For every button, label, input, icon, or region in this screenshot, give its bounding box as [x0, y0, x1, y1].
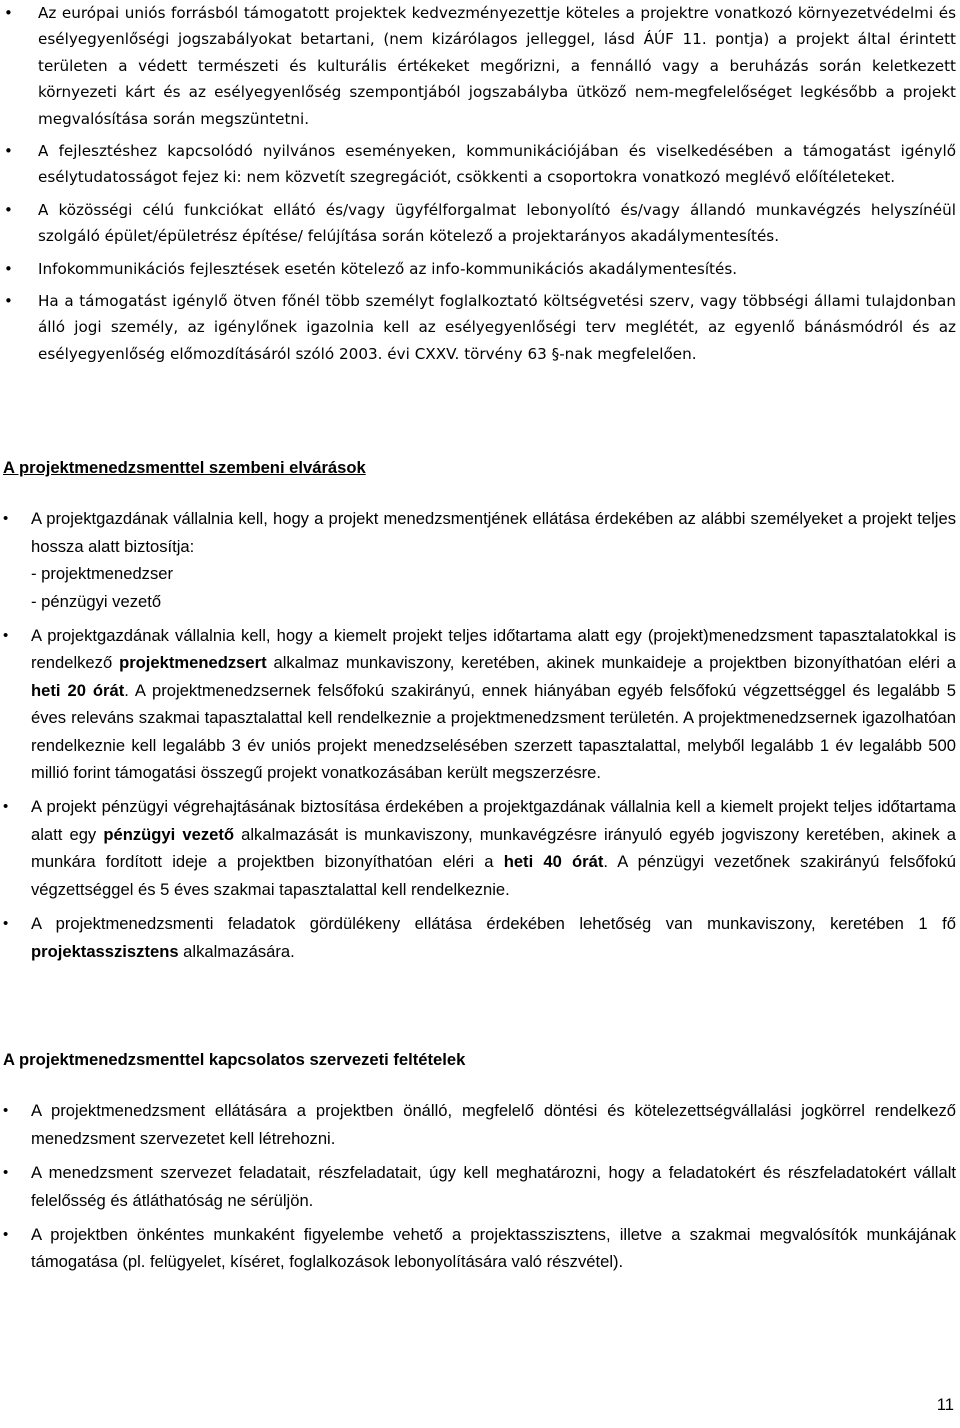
bullet-icon: • [3, 798, 9, 816]
list-item [0, 910, 960, 965]
list-item-text: Ha a támogatást igénylő ötven főnél több személyt foglalkoztató költségvetési szerv, vagy többségi állami tulajdonban álló jogi személy, az igénylőnek igazolnia kell az esélyegyenlőségi terv meglétét, az egyenlő bánásmódról és az esélyegyenlőség előmozdításáról szóló 2003. évi CXXV. törvény 63 §-nak megfelelően. [38, 292, 956, 363]
text-run: . A pénzügyi vezetőnek szakirányú felsőfokú végzettséggel és 5 éves szakmai tapasztalattal kell rendelkeznie. [31, 852, 957, 899]
list-item-text: A fejlesztéshez kapcsolódó nyilvános eseményeken, kommunikációjában és viselkedésében a támogatást igénylő esélytudatosságot fejez ki: nem közvetít szegregációt, csökkenti a csoportokra vonatkozó meglévő előítéleteket. [38, 142, 956, 187]
list-item-text: Az európai uniós forrásból támogatott projektek kedvezményezettje köteles a projektre vonatkozó környezetvédelmi és esélyegyenlőségi jogszabályokat betartani, (nem kizárólagos jelleggel, lásd ÁÚF 11. pontja) a projekt által érintett területen a védett természeti és kulturális értékeket megőrizni, a fennálló vagy a beruházás során keletkezett környezeti kárt és az esélyegyenlőség szempontjából jogszabályba ütköző nem-megfelelőséget legkésőbb a projekt megvalósítása során megszüntetni. [38, 4, 956, 128]
list-item-text: A menedzsment szervezet feladatait, részfeladatait, úgy kell meghatározni, hogy a feladatokért és részfeladatokért vállalt felelősség és átláthatóság ne sérüljön. [31, 1163, 956, 1210]
bullet-icon: • [3, 1164, 9, 1182]
text-run: alkalmaz munkaviszony, keretében, akinek munkaideje a projektben bizonyíthatóan eléri a [266, 653, 956, 673]
list-item [0, 505, 960, 615]
list-item [0, 622, 960, 786]
bullet-icon: • [4, 200, 13, 219]
list-item-text: A projektmenedzsment ellátására a projektben önálló, megfelelő döntési és kötelezettségvállalási jogkörrel rendelkező menedzsment szervezetet kell létrehozni. [31, 1101, 956, 1148]
bullet-list [0, 505, 960, 965]
list-item-text: A közösségi célú funkciókat ellátó és/vagy ügyfélforgalmat lebonyolító és/vagy állandó munkavégzés helyszínéül szolgáló épület/épületrész építése/ felújítása során kötelező a projektarányos akadálymentesítés. [38, 200, 956, 246]
text-run: . A projektmenedzsernek felsőfokú szakirányú, ennek hiányában egyéb felsőfokú végzettséggel és legalább 5 éves releváns szakmai tapasztalattal kell rendelkeznie a projektmenedzsment területén. A projektmenedzsernek igazolhatóan rendelkeznie kell legalább 3 év uniós projekt menedzselésében szerzett tapasztalattal, melyből legalább 1 év legalább 500 millió forint támogatási összegű projekt vonatkozásában került megszerzésre. [31, 680, 956, 783]
list-item [0, 256, 960, 282]
text-run: alkalmazására. [178, 941, 295, 961]
bullet-icon: • [3, 1226, 9, 1244]
list-item [0, 1097, 960, 1152]
section-heading: A projektmenedzsmenttel kapcsolatos szervezeti feltételek [3, 1050, 466, 1069]
bold-term: projektasszisztens [31, 941, 179, 961]
list-item-text: Infokommunikációs fejlesztések esetén kötelező az info-kommunikációs akadálymentesítés. [38, 259, 738, 278]
bullet-icon: • [4, 4, 13, 22]
list-item [0, 1159, 960, 1214]
bullet-icon: • [3, 627, 9, 645]
organizational-conditions-section [0, 1046, 960, 1283]
page-number: 11 [936, 1395, 954, 1414]
list-item [0, 793, 960, 903]
bold-term: heti 40 órát [503, 852, 604, 872]
section-heading: A projektmenedzsmenttel szembeni elvárások [3, 458, 366, 477]
bullet-icon: • [4, 259, 13, 278]
list-item [0, 138, 960, 191]
text-run: A projekt pénzügyi végrehajtásának biztosítása érdekében a projektgazdának vállalnia kell a kiemelt projekt teljes időtartama alatt egy [31, 797, 956, 844]
list-item [0, 288, 960, 367]
list-item [0, 197, 960, 250]
sub-item-financial-manager: - pénzügyi vezető [31, 591, 162, 611]
bold-term: pénzügyi vezető [103, 824, 235, 844]
bullet-list [0, 1097, 960, 1275]
list-item [0, 1221, 960, 1276]
bullet-icon: • [3, 1102, 9, 1120]
text-run: A projektmenedzsmenti feladatok gördülékeny ellátása érdekében lehetőség van munkaviszony, keretében 1 fő [31, 914, 956, 934]
text-run: A projektgazdának vállalnia kell, hogy a kiemelt projekt teljes időtartama alatt egy (projekt)menedzsment tapasztalatokkal is rendelkező [31, 626, 956, 673]
list-item-text: A projektgazdának vállalnia kell, hogy a projekt menedzsmentjének ellátása érdekében az alábbi személyeket a projekt teljes hossza alatt biztosítja: [31, 509, 956, 556]
bullet-icon: • [4, 142, 13, 161]
text-run: alkalmazását is munkaviszony, munkavégzésre irányuló egyéb jogviszony keretében, akinek a munkára fordított ideje a projektben bizonyíthatóan eléri a [31, 824, 956, 872]
bold-term: projektmenedzsert [119, 653, 267, 673]
bullet-icon: • [3, 915, 9, 933]
list-item-text: A projektben önkéntes munkaként figyelembe vehető a projektasszisztens, illetve a szakmai megvalósítók munkájának támogatása (pl. felügyelet, kíséret, foglalkozások lebonyolítására való részvétel). [31, 1225, 956, 1272]
sub-item-project-manager: - projektmenedzser [31, 564, 174, 584]
list-item [0, 0, 960, 132]
bold-term: heti 20 órát [31, 680, 125, 700]
environmental-equal-opportunity-section [0, 0, 960, 367]
bullet-icon: • [4, 292, 13, 311]
bullet-list [0, 0, 960, 367]
project-management-requirements-section [0, 454, 960, 972]
bullet-icon: • [3, 510, 9, 528]
